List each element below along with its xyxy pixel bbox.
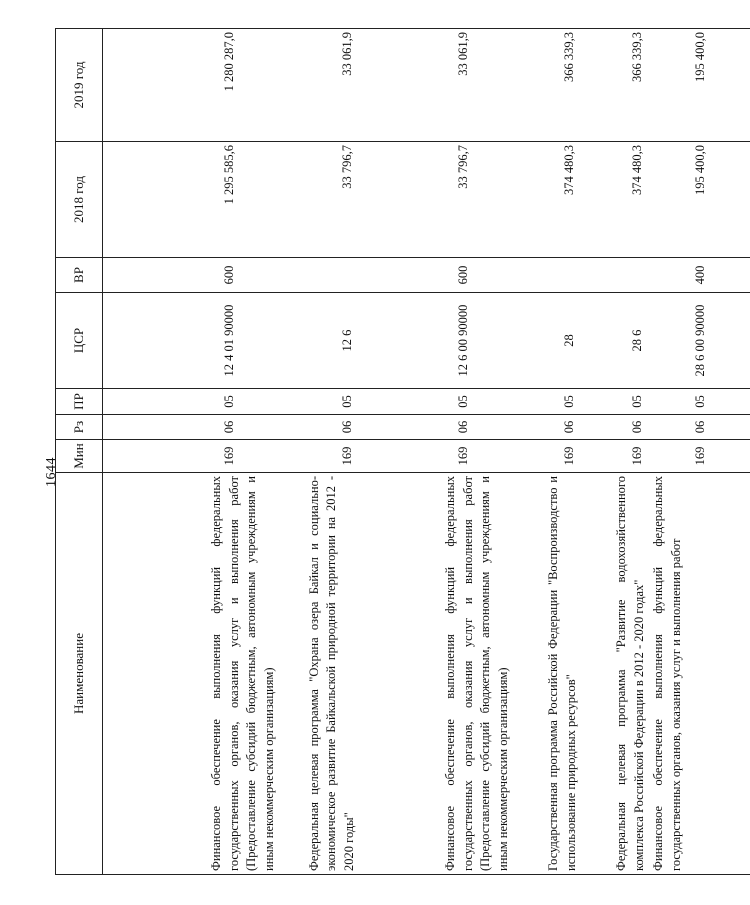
row-vr (582, 258, 650, 293)
row-vr (280, 258, 360, 293)
row-2019: 33 061,9 (280, 29, 360, 142)
row-min: 169 (360, 440, 514, 473)
table-row (103, 29, 281, 875)
row-csr: 28 (514, 293, 582, 389)
row-2019: 33 061,9 (360, 29, 514, 142)
row-rz: 06 (582, 415, 650, 440)
row-2019: 1 280 287,0 (103, 29, 281, 142)
row-name: Финансовое обеспечение выполнения функций федеральных государственных органов, оказания услуг и выполнения работ (650, 473, 750, 875)
row-2018: 374 480,3 (582, 142, 650, 258)
header-2018: 2018 год (56, 142, 103, 258)
row-rz: 06 (650, 415, 750, 440)
row-pr: 05 (280, 389, 360, 415)
row-2019: 195 400,0 (650, 29, 750, 142)
table-row (360, 29, 514, 875)
header-min: Мин (56, 440, 103, 473)
row-name: Финансовое обеспечение выполнения функций федеральных государственных органов, оказания услуг и выполнения работ (Предоставление субсидий бюджетным, автономным учреждениям и иным некоммерческим организациям) (103, 473, 281, 875)
row-pr: 05 (514, 389, 582, 415)
row-2018: 33 796,7 (360, 142, 514, 258)
row-csr: 12 6 00 90000 (360, 293, 514, 389)
table-row (650, 29, 750, 875)
row-min: 169 (514, 440, 582, 473)
row-2018: 195 400,0 (650, 142, 750, 258)
header-2019: 2019 год (56, 29, 103, 142)
row-rz: 06 (103, 415, 281, 440)
row-min: 169 (650, 440, 750, 473)
row-vr: 600 (360, 258, 514, 293)
row-rz: 06 (280, 415, 360, 440)
row-rz: 06 (360, 415, 514, 440)
table-row (514, 29, 582, 875)
row-pr: 05 (360, 389, 514, 415)
row-csr: 28 6 (582, 293, 650, 389)
row-pr: 05 (650, 389, 750, 415)
row-pr: 05 (582, 389, 650, 415)
row-2019: 366 339,3 (582, 29, 650, 142)
header-csr: ЦСР (56, 293, 103, 389)
header-pr: ПР (56, 389, 103, 415)
row-vr: 400 (650, 258, 750, 293)
header-vr: ВР (56, 258, 103, 293)
table-header-row (56, 29, 103, 875)
row-csr: 12 4 01 90000 (103, 293, 281, 389)
row-name: Федеральная целевая программа "Охрана озера Байкал и социально-экономическое развитие Байкальской природной территории на 2012 - 2020 годы" (280, 473, 360, 875)
row-min: 169 (280, 440, 360, 473)
row-2018: 374 480,3 (514, 142, 582, 258)
row-min: 169 (103, 440, 281, 473)
row-2018: 33 796,7 (280, 142, 360, 258)
header-rz: Рз (56, 415, 103, 440)
row-pr: 05 (103, 389, 281, 415)
row-csr: 28 6 00 90000 (650, 293, 750, 389)
row-vr: 600 (103, 258, 281, 293)
row-name: Финансовое обеспечение выполнения функций федеральных государственных органов, оказания услуг и выполнения работ (Предоставление субсидий бюджетным, автономным учреждениям и иным некоммерческим организациям) (360, 473, 514, 875)
row-rz: 06 (514, 415, 582, 440)
row-vr (514, 258, 582, 293)
header-name: Наименование (56, 473, 103, 875)
table-row (280, 29, 360, 875)
row-name: Государственная программа Российской Федерации "Воспроизводство и использование природных ресурсов" (514, 473, 582, 875)
budget-table (55, 28, 750, 875)
row-csr: 12 6 (280, 293, 360, 389)
row-2019: 366 339,3 (514, 29, 582, 142)
table-row (582, 29, 650, 875)
page-number: 1644 (44, 457, 59, 487)
row-min: 169 (582, 440, 650, 473)
row-name: Федеральная целевая программа "Развитие водохозяйственного комплекса Российской Федерации в 2012 - 2020 годах" (582, 473, 650, 875)
row-2018: 1 295 585,6 (103, 142, 281, 258)
